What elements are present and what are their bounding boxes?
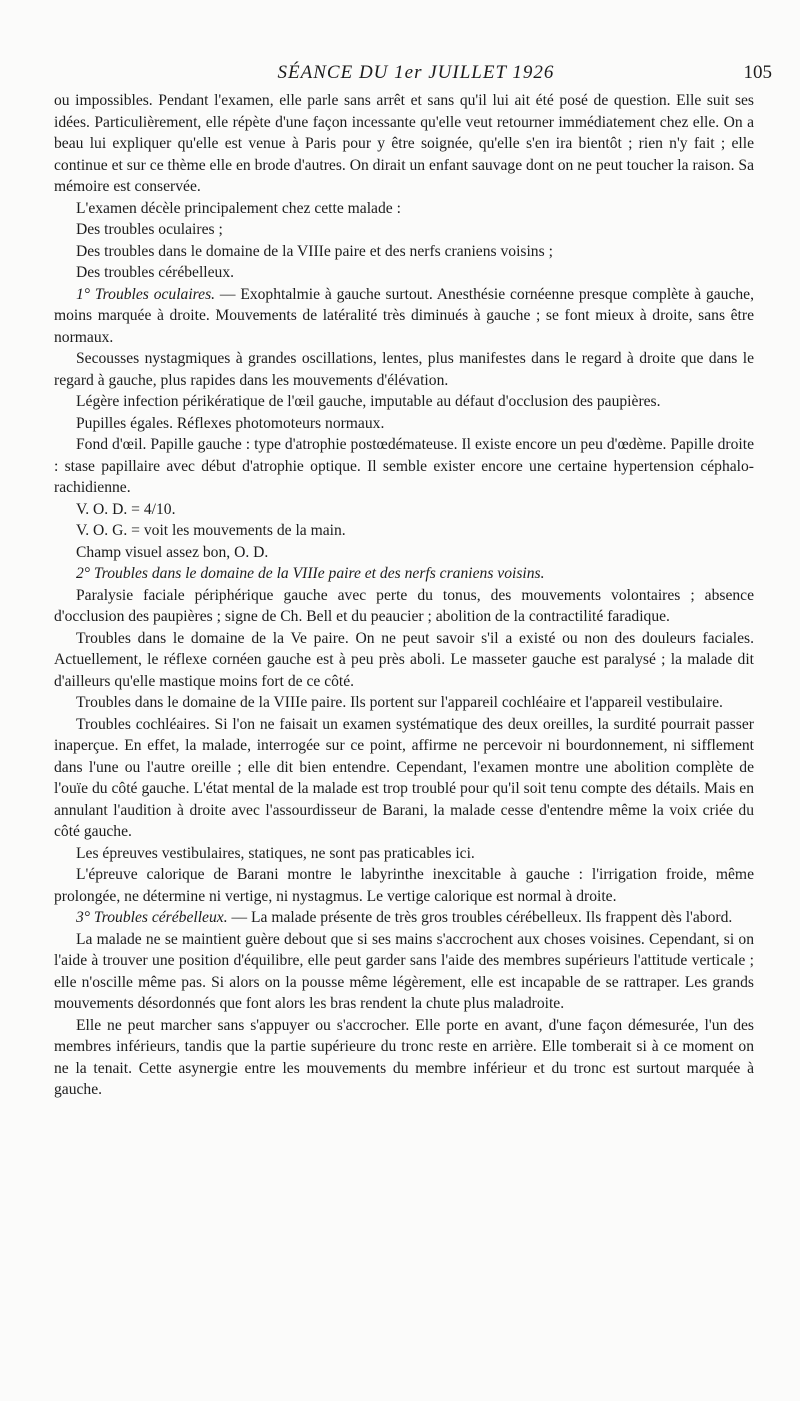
section-text: — Exophtalmie à gauche surtout. Anesthésie cornéenne presque complète à gauche, moins marquée à droite. Mouvements de latéralité très diminués à gauche ; se font mieux à droite, sans être normaux. bbox=[54, 285, 754, 346]
paragraph: V. O. D. = 4/10. bbox=[76, 500, 176, 518]
paragraph: Secousses nystagmiques à grandes oscillations, lentes, plus manifestes dans le regard à droite que dans le regard à gauche, plus rapides dans les mouvements d'élévation. bbox=[54, 350, 754, 389]
paragraph: Champ visuel assez bon, O. D. bbox=[76, 543, 269, 561]
section-heading: 2° Troubles dans le domaine de la VIIIe paire et des nerfs craniens voisins. bbox=[76, 565, 545, 582]
page-number: 105 bbox=[743, 62, 772, 83]
paragraph: Les épreuves vestibulaires, statiques, ne sont pas praticables ici. bbox=[76, 844, 475, 862]
paragraph: Troubles cochléaires. Si l'on ne faisait un examen systématique des deux oreilles, la surdité pourrait passer inaperçue. En effet, la malade, interrogée sur ce point, affirme ne percevoir ni bourdonnement, ni sifflement dans l'une ou l'autre oreille ; elle dit bien entendre. Cependant, l'examen montre une abolition complète de l'ouïe du côté gauche. L'état mental de la malade est trop troublé pour qu'il soit tenu compte des détails. Mais en annulant l'audition à droite avec l'assourdisseur de Barani, la malade cesse d'entendre même la voix criée du côté gauche. bbox=[54, 715, 754, 840]
paragraph: Pupilles égales. Réflexes photomoteurs normaux. bbox=[76, 414, 385, 432]
paragraph: Troubles dans le domaine de la Ve paire. On ne peut savoir s'il a existé ou non des douleurs faciales. Actuellement, le réflexe cornéen gauche est à peu près aboli. Le masseter gauche est paralysé ; la malade dit d'ailleurs qu'elle mastique moins fort de ce côté. bbox=[54, 629, 754, 690]
list-item: Des troubles dans le domaine de la VIIIe paire et des nerfs craniens voisins ; bbox=[76, 242, 553, 260]
paragraph: V. O. G. = voit les mouvements de la main. bbox=[76, 522, 346, 539]
section-heading: 3° Troubles cérébelleux. bbox=[76, 909, 228, 926]
paragraph: L'épreuve calorique de Barani montre le labyrinthe inexcitable à gauche : l'irrigation froide, même prolongée, ne détermine ni vertige, ni nystagmus. Le vertige calorique est normal à droite. bbox=[54, 866, 754, 905]
page-header bbox=[60, 62, 772, 86]
section-paragraph bbox=[54, 907, 754, 929]
paragraph: L'examen décèle principalement chez cette malade : bbox=[76, 199, 401, 217]
paragraph: Troubles dans le domaine de la VIIIe paire. Ils portent sur l'appareil cochléaire et l'appareil vestibulaire. bbox=[76, 694, 723, 711]
paragraph: Paralysie faciale périphérique gauche avec perte du tonus, des mouvements volontaires ; absence d'occlusion des paupières ; signe de Ch. Bell et du peaucier ; abolition de la contractilité faradique. bbox=[54, 586, 754, 625]
section-heading: 1° Troubles oculaires. bbox=[76, 285, 216, 303]
paragraph: ou impossibles. Pendant l'examen, elle parle sans arrêt et sans qu'il lui ait été posé de question. Elle suit ses idées. Particulièrement, elle répète d'une façon incessante qu'elle veut retourner immédiatement chez elle. On a beau lui expliquer qu'elle est venue à Paris pour y être soignée, qu'elle s'en ira bientôt ; rien n'y fait ; elle continue et sur ce thème elle en brode d'autres. On dirait un enfant sauvage dont on ne peut toucher la raison. Sa mémoire est conservée. bbox=[54, 92, 754, 195]
section-text: — La malade présente de très gros troubles cérébelleux. Ils frappent dès l'abord. bbox=[227, 909, 733, 926]
paragraph: Fond d'œil. Papille gauche : type d'atrophie postœdémateuse. Il existe encore un peu d'œdème. Papille droite : stase papillaire avec début d'atrophie optique. Il semble exister encore une certaine hypertension céphalo-rachidienne. bbox=[54, 436, 754, 496]
body-text bbox=[54, 90, 754, 1101]
section-paragraph bbox=[54, 563, 754, 585]
section-paragraph bbox=[54, 284, 754, 349]
list-item: Des troubles oculaires ; bbox=[76, 221, 223, 238]
list-item: Des troubles cérébelleux. bbox=[76, 264, 235, 281]
paragraph: Elle ne peut marcher sans s'appuyer ou s'accrocher. Elle porte en avant, d'une façon démesurée, l'un des membres inférieurs, tandis que la partie supérieure du tronc reste en arrière. Elle tomberait si à ce moment on ne la tenait. Cette asynergie entre les mouvements du membre inférieur et du tronc est surtout marquée à gauche. bbox=[54, 1016, 754, 1098]
paragraph: Légère infection périkératique de l'œil gauche, imputable au défaut d'occlusion des paupières. bbox=[76, 393, 661, 410]
running-title: SÉANCE DU 1er JUILLET 1926 bbox=[277, 62, 555, 83]
paragraph: La malade ne se maintient guère debout que si ses mains s'accrochent aux choses voisines. Cependant, si on l'aide à trouver une position d'équilibre, elle peut garder sans l'aide des membres supérieurs l'attitude verticale ; elle n'oscille même pas. Si alors on la pousse même légèrement, elle est incapable de se rattraper. Les grands mouvements désordonnés que font alors les bras rendent la chute plus maladroite. bbox=[54, 930, 754, 1012]
